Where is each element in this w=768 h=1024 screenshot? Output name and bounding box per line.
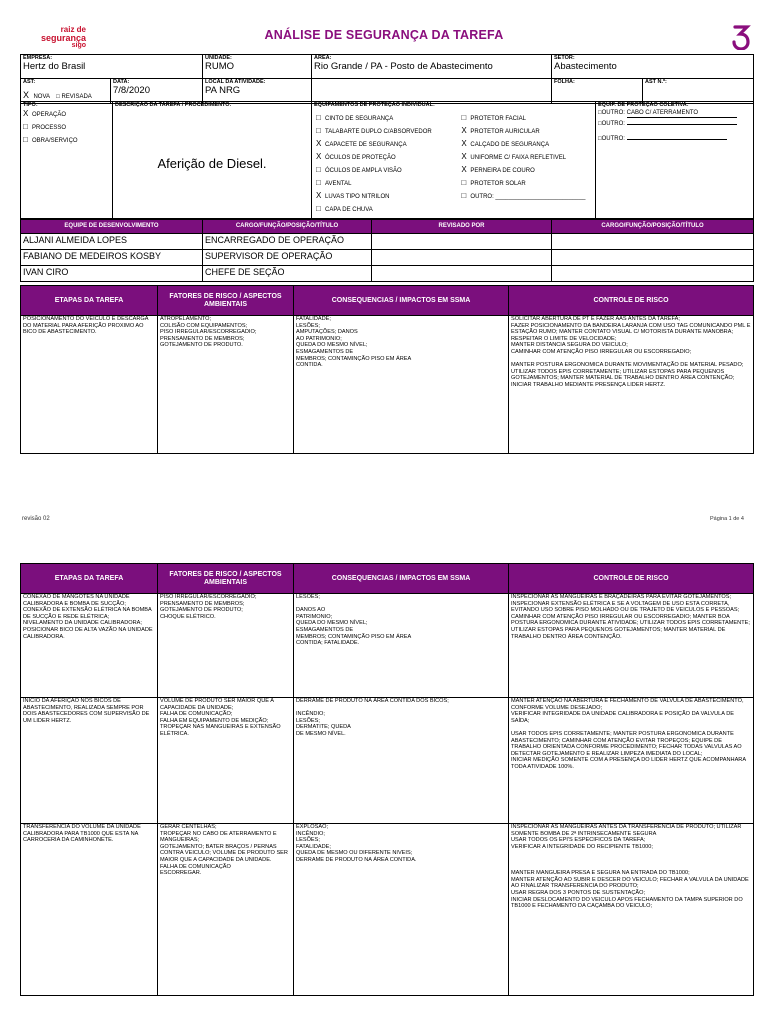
brand-mark-icon	[731, 24, 751, 50]
epi-item[interactable]: X PROTETOR AURICULAR	[461, 126, 540, 135]
team-member-role: CHEFE DE SEÇÃO	[203, 266, 372, 282]
steps-header-controle: CONTROLE DE RISCO	[509, 564, 754, 594]
fatores-cell: ATROPELAMENTO; COLISÃO COM EQUIPAMENTOS; PISO IRREGULAR/ESCORREGADIO; PRENSAMENTO DE MEMBROS; GOTEJAMENTO DE PRODUTO.	[158, 316, 294, 454]
epi-label: EQUIPAMENTOS DE PROTEÇÃO INDIVIDUAL:	[314, 102, 435, 108]
epi-item[interactable]: □ CAPA DE CHUVA	[316, 204, 373, 213]
revision-label: revisão 02	[22, 516, 50, 522]
epi-item[interactable]: □ CINTO DE SEGURANÇA	[316, 113, 394, 122]
epi-item[interactable]: □ PROTETOR FACIAL	[461, 113, 526, 122]
epc-item[interactable]: □OUTRO:	[598, 119, 751, 130]
logo-line-3: sigo	[71, 42, 86, 49]
team-table	[20, 219, 754, 282]
setor-value: Abastecimento	[554, 61, 617, 72]
controle-cell: INSPECIONAR AS MANGUEIRAS ANTES DA TRANSFERENCIA DE PRODUTO; UTILIZAR SOMENTE BOMBA DE 2ª INTRINSECAMENTE SEGURA USAR TODOS OS EPI'S ESPECIFICOS DA TAREFA; VERIFICAR A INTEGRIDADE DO RECIPIENTE TB1000; MANTER MANGUEIRA PRESA E SEGURA NA ENTRADA DO TB1000; MANTER ATENÇÃO AO SUBIR E DESCER DO VEICULO; FECHAR A VALVULA DA UNIDADE AO FINALIZAR TRANSFERENCIA DO PRODUTO; USAR REGRA DOS 3 PONTOS DE SUSTENTAÇÃO; INICIAR DESLOCAMENTO DO VEICULO APOS FECHAMENTO DA TAMPA SUPERIOR DO TB1000 E FECHAMENTO DA CAÇAMBA DO VEICULO;	[509, 824, 754, 996]
tipo-option-operacao[interactable]: X OPERAÇÃO	[23, 109, 67, 118]
empresa-value: Hertz do Brasil	[23, 61, 86, 72]
epi-item[interactable]: X PERNEIRA DE COURO	[461, 165, 535, 174]
epi-item[interactable]: X LUVAS TIPO NITRILON	[316, 191, 390, 200]
etapa-cell: TRANSFERENCIA DO VOLUME DA UNIDADE CALIBRADORA PARA TB1000 QUE ESTA NA CARROCERIA DA CAMINHONETE.	[21, 824, 158, 996]
team-member-role: ENCARREGADO DE OPERAÇÃO	[203, 234, 372, 250]
ast-revisada-label[interactable]: REVISADA	[61, 94, 92, 100]
empresa-label: EMPRESA:	[23, 55, 53, 61]
epc-item[interactable]: □OUTRO:	[598, 134, 751, 145]
unidade-value: RUMO	[205, 61, 235, 72]
area-value: Rio Grande / PA - Posto de Abastecimento	[314, 61, 493, 72]
fatores-cell: PISO IRREGULAR/ESCORREGADIO; PRENSAMENTO DE MEMBROS; GOTEJAMENTO DE PRODUTO; CHOQUE ELÉTRICO.	[158, 594, 294, 698]
epi-item[interactable]: □ ÓCULOS DE AMPLA VISÃO	[316, 165, 402, 174]
epi-column-2	[461, 112, 593, 216]
page-number: Página 1 de 4	[710, 516, 744, 522]
team-member-name: IVAN CIRO	[21, 266, 203, 282]
consequencias-cell: DERRAME DE PRODUTO NA ÁREA CONTIDA DOS BICOS; INCÊNDIO; LESÕES; DERMATITE; QUEDA DE MESMO NÍVEL.	[294, 698, 509, 824]
task-details-table	[20, 101, 754, 219]
team-header-cargo-revisor: CARGO/FUNÇÃO/POSIÇÃO/TÍTULO	[552, 220, 754, 234]
ast-nova-label: NOVA	[33, 94, 51, 100]
local-label: LOCAL DA ATIVIDADE:	[205, 79, 266, 85]
fatores-cell: VOLUME DE PRODUTO SER MAIOR QUE A CAPACIDADE DA UNIDADE; FALHA DE COMUNICAÇÃO; FALHA EM EQUIPAMENTO DE MEDIÇÃO; TROPEÇAR NAS MANGUEIRAS E EXTENSÃO ELÉTRICA.	[158, 698, 294, 824]
tipo-option-obra-servico[interactable]: □ OBRA/SERVIÇO	[23, 135, 78, 144]
controle-cell: MANTER ATENÇÃO NA ABERTURA E FECHAMENTO DE VALVULA DE ABASTECIMENTO, CONFORME VOLUME DESEJADO; VERIFICAR INTEGRIDADE DA UNIDADE CALIBRADORA E POSIÇÃO DA VALVULA DE SAÍDA; USAR TODOS EPIS CORRETAMENTE; MANTER POSTURA ERGONOMICA DURANTE ABASTECIMENTO; CAMINHAR COM ATENÇÃO EVITAR TROPEÇOS; EQUIPE DE TRABALHO ORIENTADA CONFORME PROCEDIMENTO; FECHAR TODAS VALVULAS AO DETECTAR GOTEJAMENTO E REALIZAR LIMPEZA IMEDIATA DO LOCAL; INICIAR MEDIÇÃO SOMENTE COM A PRESENÇA DO LIDER HERTZ QUE ACOMPANHARA TODA ATIVIDADE 100%.	[509, 698, 754, 824]
epi-item[interactable]: □ PROTETOR SOLAR	[461, 178, 526, 187]
epi-item[interactable]: X ÓCULOS DE PROTEÇÃO	[316, 152, 396, 161]
ast-nova-mark[interactable]: X	[23, 90, 30, 100]
team-header-equipe: EQUIPE DE DESENVOLVIMENTO	[21, 220, 203, 234]
consequencias-cell: LESÕES; DANOS AO PATRIMONIO; QUEDA DO MESMO NÍVEL; ESMAGAMENTOS DE MEMBROS; CONTAMINÇÃO PISO EM ÁREA CONTIDA; FATALIDADE.	[294, 594, 509, 698]
unidade-label: UNIDADE:	[205, 55, 232, 61]
steps-header-etapas: ETAPAS DA TAREFA	[21, 286, 158, 316]
logo-line-1: raiz de	[60, 25, 86, 34]
steps-header-consequencias: CONSEQUENCIAS / IMPACTOS EM SSMA	[294, 564, 509, 594]
team-header-revisado: REVISADO POR	[372, 220, 552, 234]
controle-cell: SOLICITAR ABERTURA DE PT E FAZER AAS ANTES DA TAREFA; FAZER POSICIONAMENTO DA BANDEIRA LARANJA COM USO TAG COMUNICANDO PML E ESTAÇÃO RUMO; MANTER CONTATO VISUAL C/ MOTORISTA DURANTE MANOBRA; RESPEITAR O LIMITE DE VELOCIDADE; MANTER DISTANCIA SEGURA DO VEICULO; CAMINHAR COM ATENÇÃO PISO IRREGULAR OU ESCORREGADIO; MANTER POSTURA ERGONOMICA DURANTE MOVIMENTAÇÃO DE MATERIAL PESADO; UTILIZAR TODOS EPIS CORRETAMENTE; UTILIZAR ESTOPAS PARA PEQUENOS GOTEJAMENTOS; MANTER MATERIAL DE TRABALHO DENTRO ÁREA CONTENÇÃO; INICIAR TRABALHO MEDIANTE PRESENÇA LIDER HERTZ.	[509, 316, 754, 454]
tipo-option-processo[interactable]: □ PROCESSO	[23, 122, 67, 131]
epi-item[interactable]: X CAPACETE DE SEGURANÇA	[316, 139, 407, 148]
steps-header-controle: CONTROLE DE RISCO	[509, 286, 754, 316]
steps-header-fatores: FATORES DE RISCO / ASPECTOS AMBIENTAIS	[158, 564, 294, 594]
team-reviewer	[372, 234, 552, 250]
team-member-role: SUPERVISOR DE OPERAÇÃO	[203, 250, 372, 266]
controle-cell: INSPECIONAR AS MANGUEIRAS E BRAÇADEIRAS PARA EVITAR GOTEJAMENTOS; INSPECIONAR EXTENSÃO ELÉTRICA E SE A VOLTAGEM DE USO ESTA CORRETA, EVITANDO USO SOBRE PISO MOLHADO OU DE TRAJETO DE VEICULOS E PESSOAS; CAMINHAR COM ATENÇÃO PISO IRREGULAR OU ESCORREGADIO; MANTER BOA POSTURA ERGONOMICA DURANTE ATIVIDADE; UTILIZAR TODOS EPIS CORRETAMENTE; UTILIZAR ESTOPAS PARA PEQUENOS GOTEJAMENTOS; MANTER MATERIAL DE TRABALHO DENTRO ÁREA CONTENÇÃO.	[509, 594, 754, 698]
team-reviewer-role	[552, 234, 754, 250]
local-value: PA NRG	[205, 85, 241, 96]
logo-line-2: segurança	[40, 33, 86, 43]
table-row	[21, 824, 754, 996]
descricao-label: DESCRIÇÃO DA TAREFA / PROCEDIMENTO:	[115, 102, 232, 108]
team-member-name: FABIANO DE MEDEIROS KOSBY	[21, 250, 203, 266]
table-row	[21, 594, 754, 698]
team-row	[21, 250, 754, 266]
table-row	[21, 316, 754, 454]
steps-header-consequencias: CONSEQUENCIAS / IMPACTOS EM SSMA	[294, 286, 509, 316]
setor-label: SETOR:	[554, 55, 575, 61]
epi-item[interactable]: X CALÇADO DE SEGURANÇA	[461, 139, 550, 148]
steps-table-page-1	[20, 285, 754, 454]
consequencias-cell: FATALIDADE; LESÕES; AMPUTAÇÕES; DANOS AO PATRIMONIO; QUEDA DO MESMO NÍVEL; ESMAGAMENTOS DE MEMBROS; CONTAMINÇÃO PISO EM ÁREA CONTIDA.	[294, 316, 509, 454]
steps-table-page-2	[20, 563, 754, 996]
table-row	[21, 698, 754, 824]
fatores-cell: GERAR CENTELHAS; TROPEÇAR NO CABO DE ATERRAMENTO E MANGUEIRAS; GOTEJAMENTO; BATER BRAÇOS / PERNAS CONTRA VEICULO; VOLUME DE PRODUTO SER MAIOR QUE A CAPACIDADE DA UNIDADE. FALHA DE COMUNICAÇÃO ESCORREGAR.	[158, 824, 294, 996]
team-reviewer	[372, 266, 552, 282]
info-table-2: AST: X NOVA □ REVISADA DATA: 7/8/2020 LOCAL DA ATIVIDADE: PA NRG FOLHA: AST N.º:	[20, 78, 754, 104]
ast-label: AST:	[23, 79, 36, 85]
steps-header-fatores: FATORES DE RISCO / ASPECTOS AMBIENTAIS	[158, 286, 294, 316]
team-member-name: ALJANI ALMEIDA LOPES	[21, 234, 203, 250]
team-row	[21, 266, 754, 282]
etapa-cell: INICIO DA AFERIÇÃO NOS BICOS DE ABASTECIMENTO, REALIZADA SEMPRE POR DOIS ABASTECEDORES COM SUPERVISÃO DE UM LIDER HERTZ.	[21, 698, 158, 824]
epi-item[interactable]: □ AVENTAL	[316, 178, 352, 187]
team-header-cargo: CARGO/FUNÇÃO/POSIÇÃO/TÍTULO	[203, 220, 372, 234]
tipo-label: TIPO:	[23, 102, 38, 108]
descricao-value: Aferição de Diesel.	[157, 156, 267, 171]
data-label: DATA:	[113, 79, 130, 85]
epi-column-1	[314, 112, 461, 216]
folha-label: FOLHA:	[554, 79, 575, 85]
team-reviewer-role	[552, 250, 754, 266]
document-title: ANÁLISE DE SEGURANÇA DA TAREFA	[264, 28, 504, 42]
epc-label: EQUIP. DE PROTEÇÃO COLETIVA:	[598, 102, 689, 108]
etapa-cell: CONEXÃO DE MANGOTES NA UNIDADE CALIBRADORA E BOMBA DE SUCÇÃO; CONEXÃO DE EXTENSÃO ELÉTRICA NA BOMBA DE SUCÇÃO E REDE ELÉTRICA; NIVELAMENTO DA UNIDADE CALIBRADORA; POSICIONAR BICO DE ALTA VAZÃO NA UNIDADE CALIBRADORA.	[21, 594, 158, 698]
epc-item[interactable]: □OUTRO: CABO C/ ATERRAMENTO	[598, 108, 751, 119]
info-table	[20, 54, 754, 79]
steps-header-etapas: ETAPAS DA TAREFA	[21, 564, 158, 594]
epi-item[interactable]: □ OUTRO: ___________________________	[461, 191, 586, 200]
consequencias-cell: EXPLOSÃO; INCÊNDIO; LESÕES; FATALIDADE; QUEDA DE MESMO OU DIFERENTE NIVEIS; DERRAME DE PRODUTO NA ÁREA CONTIDA.	[294, 824, 509, 996]
data-value: 7/8/2020	[113, 85, 150, 96]
ast-number-label: AST N.º:	[645, 79, 667, 85]
team-reviewer	[372, 250, 552, 266]
area-label: ÁREA:	[314, 55, 332, 61]
epi-item[interactable]: □ TALABARTE DUPLO C/ABSORVEDOR	[316, 126, 432, 135]
epi-item[interactable]: X UNIFORME C/ FAIXA REFLETIVEL	[461, 152, 567, 161]
etapa-cell: POSICIONAMENTO DO VEICULO E DESCARGA DO MATERIAL PARA AFERIÇÃO PROXIMO AO BICO DE ABASTECIMENTO.	[21, 316, 158, 454]
team-reviewer-role	[552, 266, 754, 282]
team-row	[21, 234, 754, 250]
